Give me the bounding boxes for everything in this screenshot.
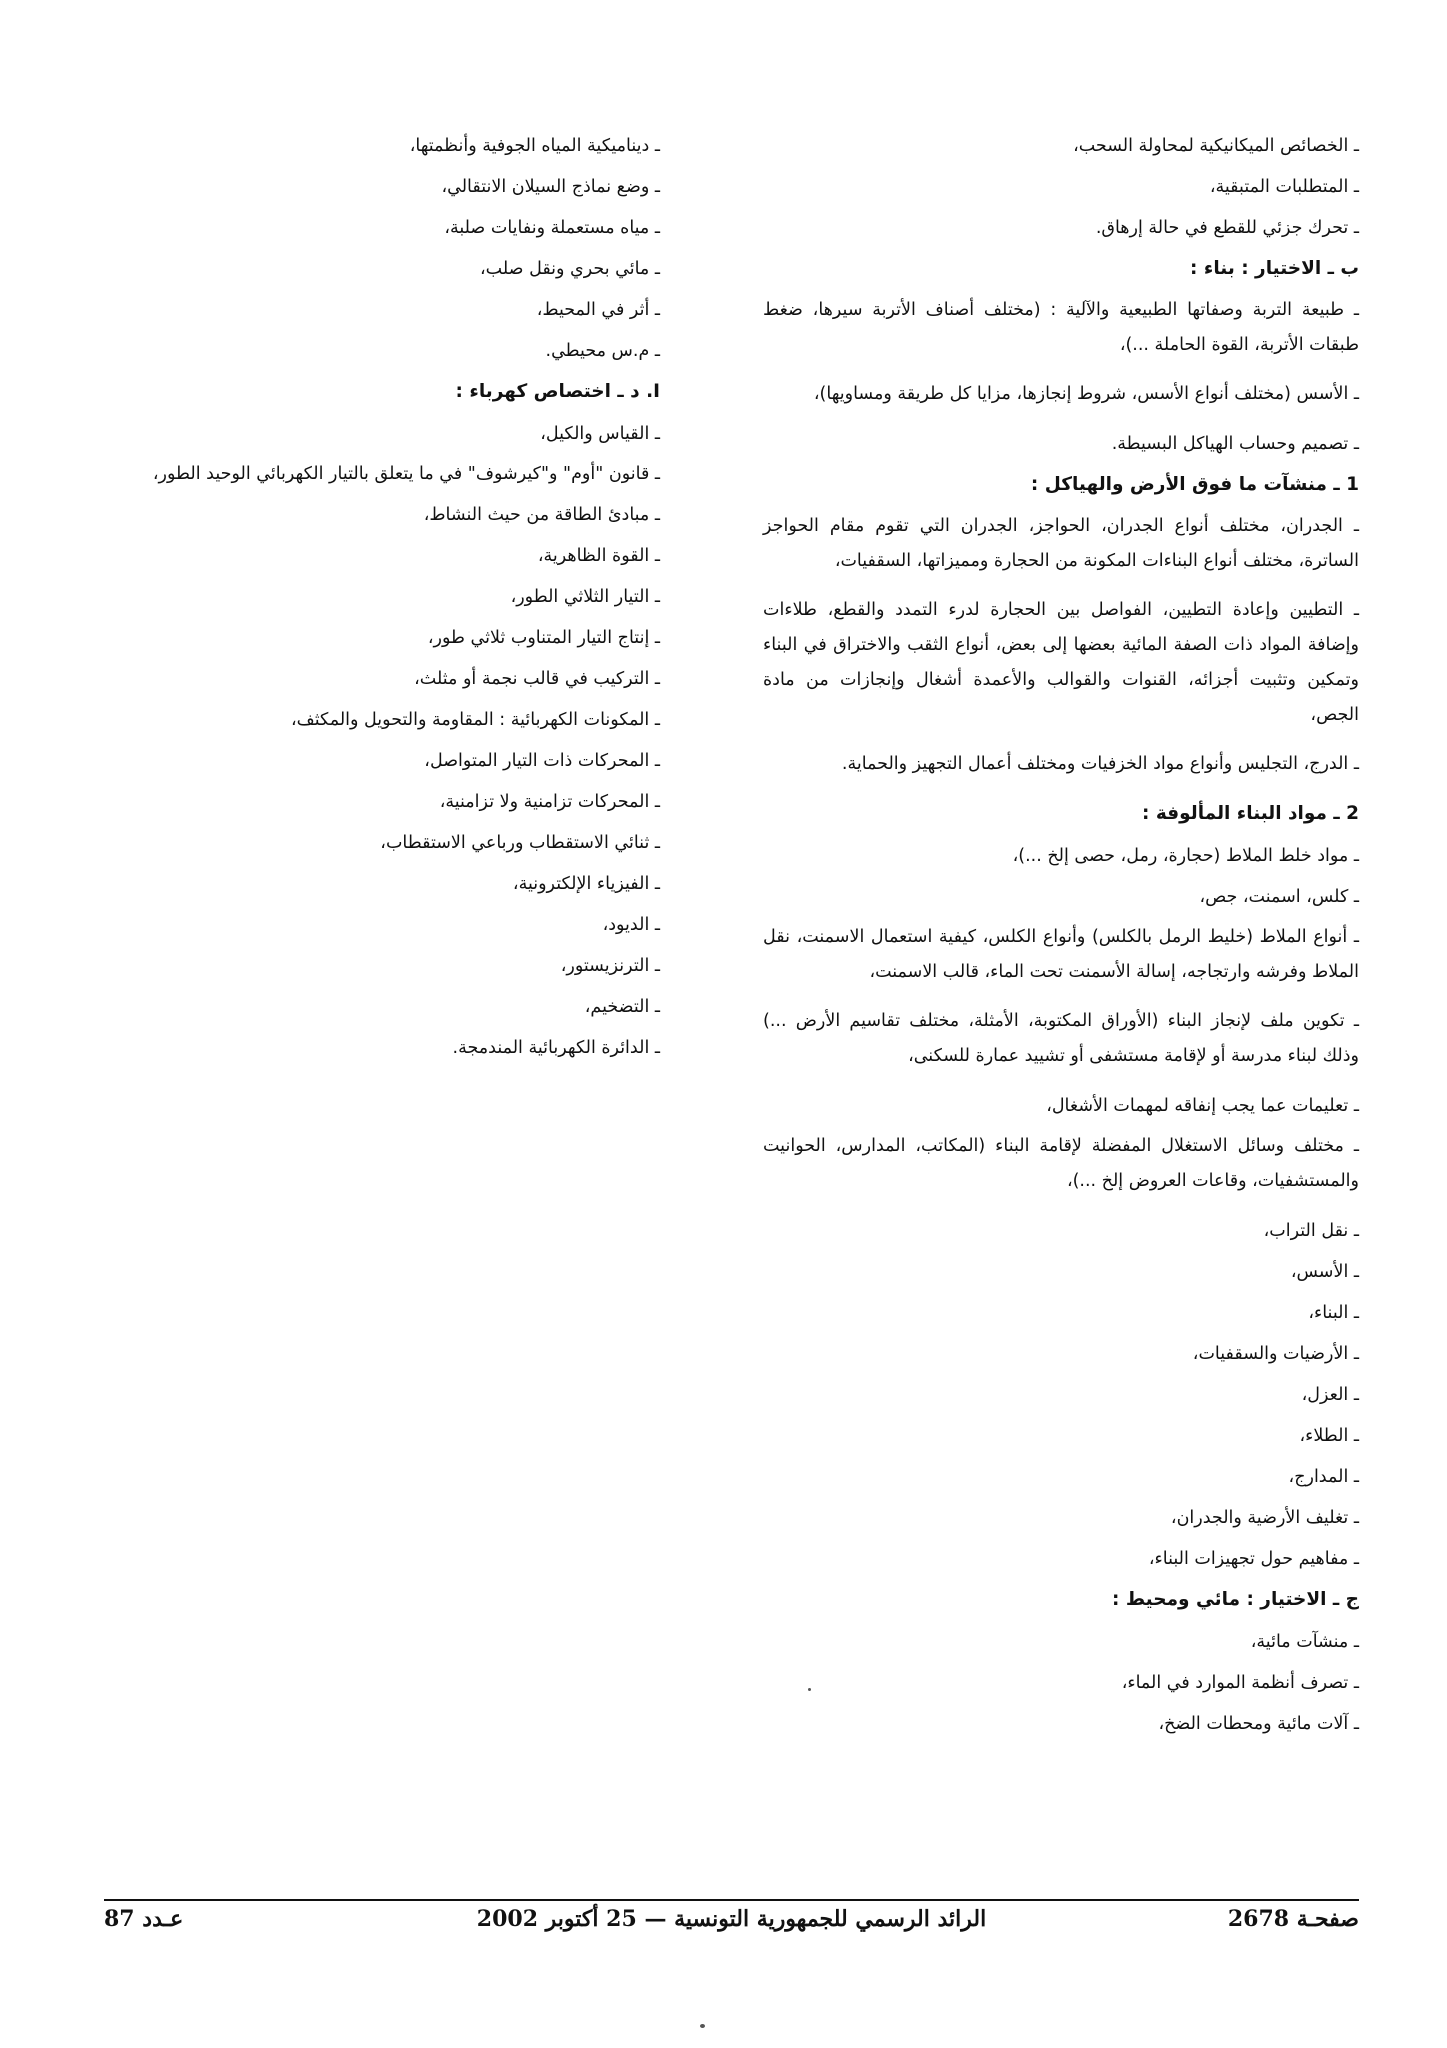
- page-footer: [104, 1902, 1359, 1942]
- list-item: ـ قانون "أوم" و"كيرشوف" في ما يتعلق بالتيار الكهربائي الوحيد الطور،: [152, 464, 660, 484]
- scan-speck: [700, 2024, 705, 2028]
- list-item: ـ القياس والكيل،: [540, 424, 660, 444]
- paragraph: ـ التطيين وإعادة التطيين، الفواصل بين الحجارة لدرء التمدد والقطع، طلاءات وإضافة المواد ذات الصفة المائية بعضها إلى بعض، أنواع الثقب والاختراق في البناء وتمكين وتثبيت أجزائه، القنوات والقوالب والأعمدة أشغال وإنجازات من مادة الجص،: [763, 600, 1359, 725]
- section-b-heading: ب ـ الاختيار : بناء :: [1190, 258, 1359, 279]
- list-item: ـ التضخيم،: [584, 997, 660, 1017]
- footer-rule: [104, 1899, 1359, 1901]
- list-item: ـ الطلاء،: [1299, 1426, 1359, 1446]
- list-item: ـ مفاهيم حول تجهيزات البناء،: [1148, 1549, 1359, 1569]
- list-item: ـ أثر في المحيط،: [536, 300, 660, 320]
- list-item: ـ تعليمات عما يجب إنفاقه لمهمات الأشغال،: [1046, 1096, 1359, 1116]
- list-item: ـ المحركات ذات التيار المتواصل،: [424, 751, 660, 771]
- list-item: ـ مبادئ الطاقة من حيث النشاط،: [423, 505, 660, 525]
- left-column: [87, 128, 660, 1071]
- list-item: ـ المتطلبات المتبقية،: [1209, 177, 1359, 197]
- paragraph: ـ طبيعة التربة وصفاتها الطبيعية والآلية : (مختلف أصناف الأتربة سيرها، ضغط طبقات الأتربة، القوة الحاملة ...)،: [763, 300, 1359, 355]
- subsection-1-heading: 1 ـ منشآت ما فوق الأرض والهياكل :: [1030, 474, 1359, 495]
- paragraph: ـ تكوين ملف لإنجاز البناء (الأوراق المكتوبة، الأمثلة، مختلف تقاسيم الأرض ...) وذلك لبناء مدرسة أو لإقامة مستشفى أو تشييد عمارة للسكنى،: [763, 1011, 1359, 1066]
- list-item: ـ البناء،: [1308, 1303, 1359, 1323]
- list-item: ـ تحرك جزئي للقطع في حالة إرهاق.: [1095, 218, 1359, 238]
- list-item: ـ الترنزيستور،: [560, 956, 660, 976]
- list-item: ـ الفيزياء الإلكترونية،: [512, 874, 660, 894]
- section-d-heading: I. د ـ اختصاص كهرباء :: [455, 381, 660, 402]
- list-item: ـ وضع نماذج السيلان الانتقالي،: [441, 177, 660, 197]
- list-item: ـ تغليف الأرضية والجدران،: [1170, 1508, 1359, 1528]
- list-item: ـ مياه مستعملة ونفايات صلبة،: [444, 218, 660, 238]
- list-item: ـ تصميم وحساب الهياكل البسيطة.: [1111, 434, 1359, 454]
- list-item: ـ القوة الظاهرية،: [537, 546, 660, 566]
- list-item: ـ الخصائص الميكانيكية لمحاولة السحب،: [1073, 136, 1359, 156]
- list-item: ـ الدائرة الكهربائية المندمجة.: [452, 1038, 660, 1058]
- list-item: ـ الأرضيات والسقفيات،: [1192, 1344, 1359, 1364]
- scan-speck: [808, 1688, 811, 1691]
- paragraph: ـ الجدران، مختلف أنواع الجدران، الحواجز، الجدران التي تقوم مقام الحواجز الساترة، مختلف أنواع البناءات المكونة من الحجارة ومميزاتها، السقفيات،: [763, 516, 1359, 571]
- list-item: ـ نقل التراب،: [1263, 1221, 1359, 1241]
- list-item: ـ المحركات تزامنية ولا تزامنية،: [439, 792, 660, 812]
- list-item: ـ ديناميكية المياه الجوفية وأنظمتها،: [409, 136, 660, 156]
- issue-number: عـدد 87: [104, 1906, 184, 1932]
- list-item: ـ المدارج،: [1288, 1467, 1359, 1487]
- list-item: ـ العزل،: [1301, 1385, 1359, 1405]
- list-item: ـ التركيب في قالب نجمة أو مثلث،: [414, 669, 660, 689]
- list-item: ـ الديود،: [602, 915, 660, 935]
- list-item: ـ ثنائي الاستقطاب ورباعي الاستقطاب،: [380, 833, 660, 853]
- list-item: ـ الأسس،: [1290, 1262, 1359, 1282]
- paragraph: ـ أنواع الملاط (خليط الرمل بالكلس) وأنواع الكلس، كيفية استعمال الاسمنت، نقل الملاط وفرشه وارتجاجه، إسالة الأسمنت تحت الماء، قالب الاسمنت،: [763, 927, 1359, 982]
- right-column: [763, 128, 1359, 1747]
- list-item: ـ منشآت مائية،: [1250, 1632, 1359, 1652]
- list-item: ـ مواد خلط الملاط (حجارة، رمل، حصى إلخ ...)،: [1012, 846, 1359, 866]
- subsection-2-heading: 2 ـ مواد البناء المألوفة :: [1142, 803, 1359, 824]
- list-item: ـ مائي بحري ونقل صلب،: [480, 259, 660, 279]
- list-item: ـ آلات مائية ومحطات الضخ،: [1158, 1714, 1359, 1734]
- paragraph: ـ الأسس (مختلف أنواع الأسس، شروط إنجازها، مزايا كل طريقة ومساويها)،: [813, 384, 1359, 404]
- list-item: ـ كلس، اسمنت، جص،: [1199, 887, 1359, 907]
- section-c-heading: ج ـ الاختيار : مائي ومحيط :: [1112, 1589, 1359, 1610]
- list-item: ـ التيار الثلاثي الطور،: [510, 587, 660, 607]
- list-item: ـ م.س محيطي.: [545, 341, 660, 361]
- list-item: ـ إنتاج التيار المتناوب ثلاثي طور،: [427, 628, 660, 648]
- journal-title-date: الرائد الرسمي للجمهورية التونسية — 25 أكتوبر 2002: [476, 1906, 987, 1932]
- list-item: ـ المكونات الكهربائية : المقاومة والتحويل والمكثف،: [291, 710, 660, 730]
- page-number: صفحـة 2678: [1227, 1906, 1359, 1932]
- paragraph: ـ مختلف وسائل الاستغلال المفضلة لإقامة البناء (المكاتب، المدارس، الحوانيت والمستشفيات، وقاعات العروض إلخ ...)،: [763, 1136, 1359, 1191]
- list-item: ـ تصرف أنظمة الموارد في الماء،: [1121, 1673, 1359, 1693]
- paragraph: ـ الدرج، التجليس وأنواع مواد الخزفيات ومختلف أعمال التجهيز والحماية.: [841, 754, 1359, 774]
